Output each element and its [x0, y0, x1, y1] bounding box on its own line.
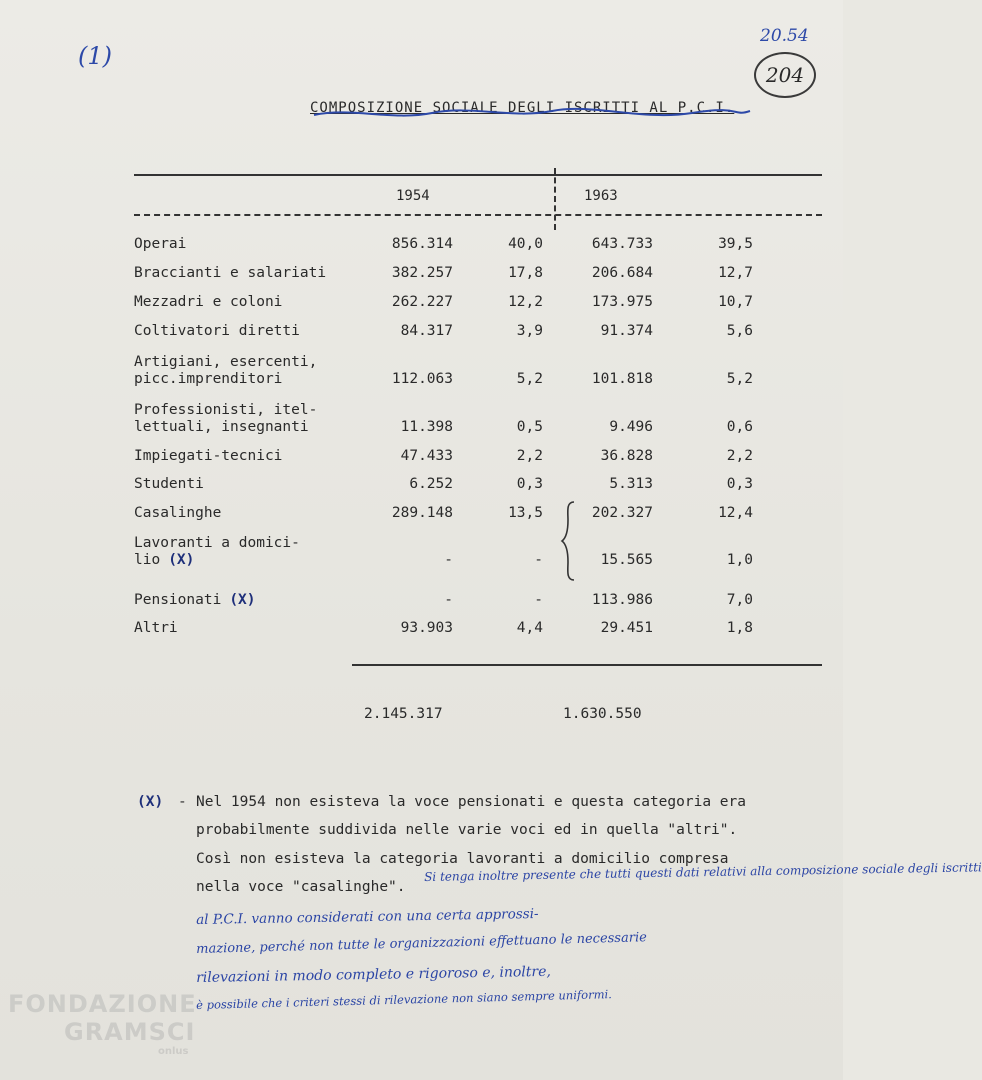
- annotation-date: 20.54: [760, 26, 809, 46]
- percent-1963: 39,5: [718, 236, 753, 252]
- table-top-rule: [134, 174, 822, 176]
- percent-1954: 4,4: [516, 620, 543, 636]
- row-label: Operai: [134, 236, 187, 252]
- percent-1954: 12,2: [508, 294, 543, 310]
- row-label: Lavoranti a domici-: [134, 535, 300, 551]
- percent-1963: 5,6: [726, 323, 753, 339]
- value-1963: 643.733: [591, 236, 653, 252]
- row-label: Coltivatori diretti: [134, 323, 300, 339]
- value-1954: 382.257: [391, 265, 453, 281]
- year-header-1963: 1963: [584, 188, 618, 204]
- percent-1963: 12,4: [718, 505, 753, 521]
- value-1954: 289.148: [391, 505, 453, 521]
- row-label: lettuali, insegnanti: [134, 419, 309, 435]
- row-label: Casalinghe: [134, 505, 222, 521]
- page-number-stamp: 204: [754, 52, 816, 98]
- value-1954: 262.227: [391, 294, 453, 310]
- row-label: Professionisti, itel-: [134, 402, 318, 418]
- footnote-marker: (X) -: [137, 794, 187, 810]
- value-1963: 202.327: [591, 505, 653, 521]
- table-bottom-rule: [352, 664, 822, 666]
- handwritten-line-3: mazione, perché non tutte le organizzazioni effettuano le necessarie: [196, 930, 648, 957]
- row-label: picc.imprenditori: [134, 371, 283, 387]
- percent-1954: 40,0: [508, 236, 543, 252]
- value-1963: 173.975: [591, 294, 653, 310]
- percent-1963: 0,6: [726, 419, 753, 435]
- total-1963: 1.630.550: [563, 706, 642, 722]
- percent-1954: 0,3: [516, 476, 543, 492]
- value-1954: 11.398: [400, 419, 453, 435]
- percent-1963: 0,3: [726, 476, 753, 492]
- value-1954: 93.903: [400, 620, 453, 636]
- percent-1954: 0,5: [516, 419, 543, 435]
- row-footnote-mark: (X): [168, 552, 195, 568]
- percent-1963: 7,0: [726, 592, 753, 608]
- value-1963: 5.313: [609, 476, 653, 492]
- row-label: Impiegati-tecnici: [134, 448, 283, 464]
- footnote-line-4: nella voce "casalinghe".: [196, 879, 406, 895]
- table-header-rule: [134, 214, 822, 216]
- footnote-dash: -: [177, 794, 187, 810]
- value-1954: 47.433: [400, 448, 453, 464]
- row-label: Artigiani, esercenti,: [134, 354, 318, 370]
- handwritten-line-2: al P.C.I. vanno considerati con una certa approssi-: [196, 906, 539, 928]
- handwritten-line-5: è possibile che i criteri stessi di rilevazione non siano sempre uniformi.: [196, 987, 613, 1012]
- percent-1963: 1,0: [726, 552, 753, 568]
- percent-1954: 13,5: [508, 505, 543, 521]
- percent-1963: 10,7: [718, 294, 753, 310]
- total-1954: 2.145.317: [364, 706, 443, 722]
- footnote-line-3: Così non esisteva la categoria lavoranti a domicilio compresa: [196, 851, 729, 867]
- value-1954: -: [444, 592, 453, 608]
- document-title: COMPOSIZIONE SOCIALE DEGLI ISCRITTI AL P.C.I.: [310, 100, 735, 116]
- row-label: Studenti: [134, 476, 204, 492]
- percent-1963: 1,8: [726, 620, 753, 636]
- footnote-line-1: Nel 1954 non esisteva la voce pensionati e questa categoria era: [196, 794, 746, 810]
- row-label: Mezzadri e coloni: [134, 294, 283, 310]
- column-divider: [554, 168, 556, 230]
- percent-1963: 2,2: [726, 448, 753, 464]
- row-label: Braccianti e salariati: [134, 265, 327, 281]
- value-1963: 29.451: [600, 620, 653, 636]
- value-1954: -: [444, 552, 453, 568]
- value-1954: 84.317: [400, 323, 453, 339]
- value-1963: 15.565: [600, 552, 653, 568]
- watermark-logo: FONDAZIONE GRAMSCI onlus: [8, 990, 197, 1057]
- curly-brace: [560, 500, 580, 582]
- value-1954: 6.252: [409, 476, 453, 492]
- annotation-number: (1): [78, 42, 112, 70]
- value-1963: 9.496: [609, 419, 653, 435]
- percent-1954: -: [534, 552, 543, 568]
- value-1954: 856.314: [391, 236, 453, 252]
- value-1954: 112.063: [391, 371, 453, 387]
- percent-1954: 2,2: [516, 448, 543, 464]
- percent-1954: 3,9: [516, 323, 543, 339]
- footnote-line-2: probabilmente suddivida nelle varie voci ed in quella "altri".: [196, 822, 738, 838]
- value-1963: 113.986: [591, 592, 653, 608]
- value-1963: 36.828: [600, 448, 653, 464]
- value-1963: 91.374: [600, 323, 653, 339]
- row-label: Pensionati (X): [134, 592, 256, 608]
- value-1963: 101.818: [591, 371, 653, 387]
- percent-1963: 5,2: [726, 371, 753, 387]
- row-footnote-mark: (X): [229, 592, 256, 608]
- percent-1963: 12,7: [718, 265, 753, 281]
- handwritten-line-4: rilevazioni in modo completo e rigoroso e, inoltre,: [196, 963, 552, 986]
- percent-1954: 17,8: [508, 265, 543, 281]
- percent-1954: 5,2: [516, 371, 543, 387]
- row-label: Altri: [134, 620, 178, 636]
- percent-1954: -: [534, 592, 543, 608]
- year-header-1954: 1954: [396, 188, 430, 204]
- row-label: lio (X): [134, 552, 195, 568]
- handwritten-line-1: Si tenga inoltre presente che tutti questi dati relativi alla composizione sociale degli iscritti: [424, 860, 982, 884]
- value-1963: 206.684: [591, 265, 653, 281]
